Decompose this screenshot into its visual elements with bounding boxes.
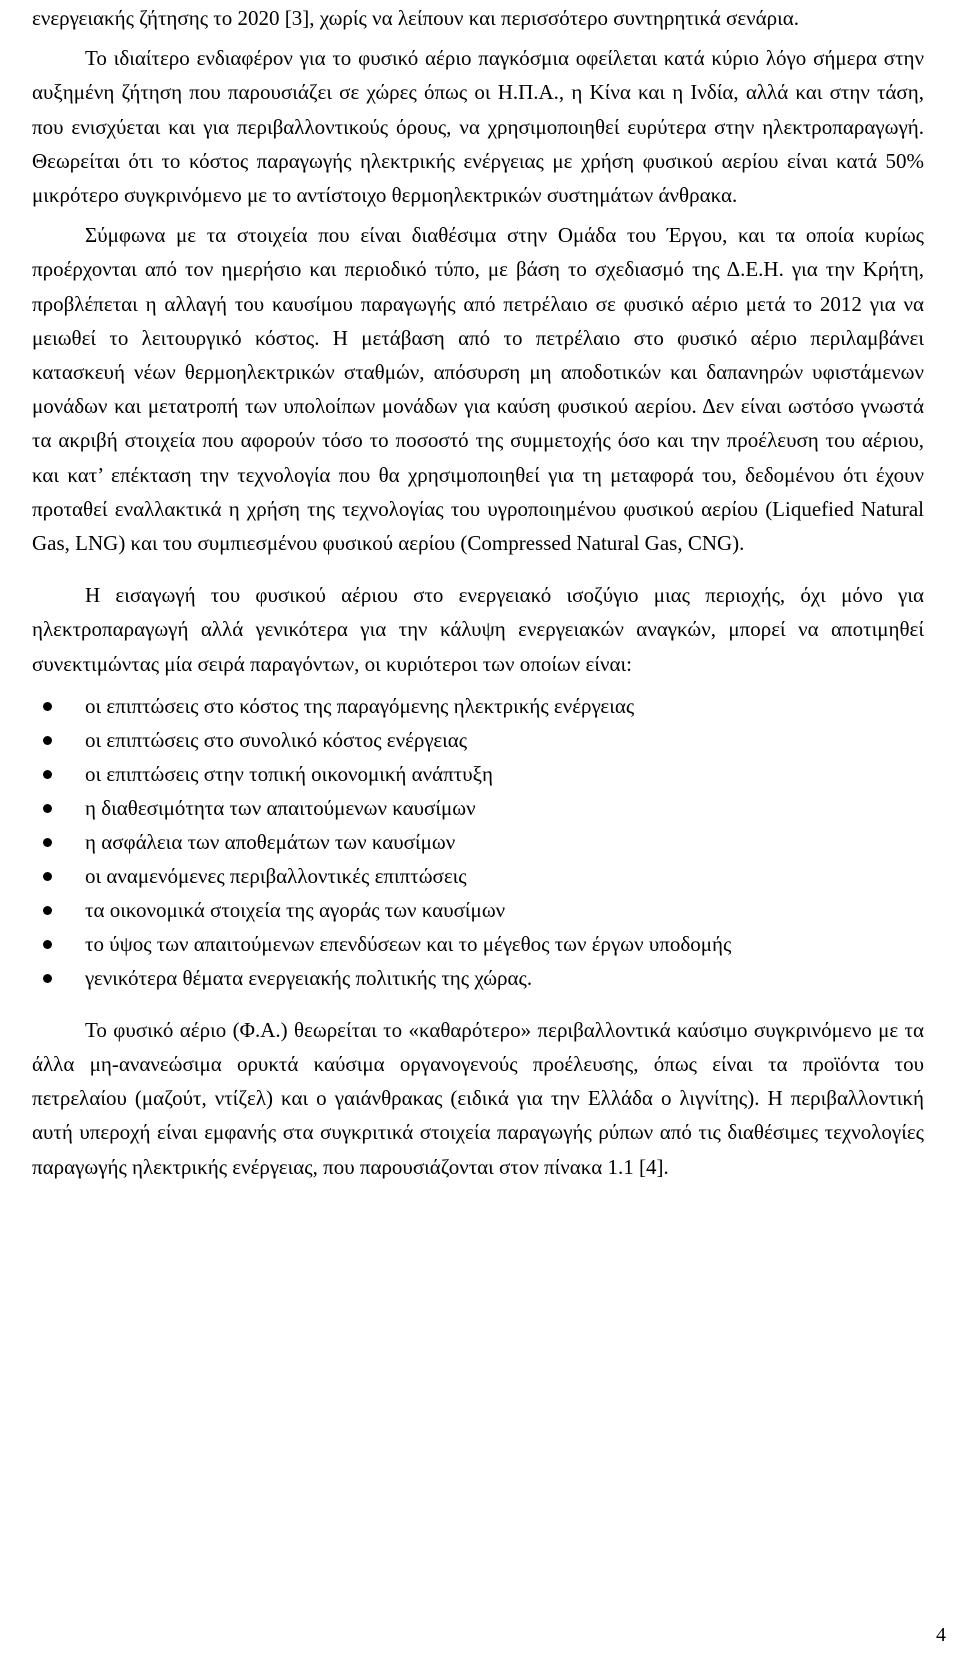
list-item-text: το ύψος των απαιτούμενων επενδύσεων και το μέγεθος των έργων υποδομής: [85, 931, 732, 956]
paragraph-crete-planning: Σύμφωνα με τα στοιχεία που είναι διαθέσιμα στην Ομάδα του Έργου, και τα οποία κυρίως προέρχονται από τον ημερήσιο και περιοδικό τύπο, με βάση το σχεδιασμό της Δ.Ε.Η. για την Κρήτη, προβλέπεται η αλλαγή του καυσίμου παραγωγής από πετρέλαιο σε φυσικό αέριο μετά το 2012 για να μειωθεί το λειτουργικό κόστος. Η μετάβαση από το πετρέλαιο στο φυσικό αέριο περιλαμβάνει κατασκευή νέων θερμοηλεκτρικών σταθμών, απόσυρση μη αποδοτικών και δαπανηρών υφιστάμενων μονάδων και μετατροπή των υπολοίπων μονάδων για καύση φυσικού αερίου. Δεν είναι ωστόσο γνωστά τα ακριβή στοιχεία που αφορούν τόσο το ποσοστό της συμμετοχής όσο και την προέλευση του αέριου, και κατ’ επέκταση την τεχνολογία που θα χρησιμοποιηθεί για τη μεταφορά του, δεδομένου ότι έχουν προταθεί εναλλακτικά η χρήση της τεχνολογίας του υγροποιημένου φυσικού αερίου (Liquefied Natural Gas, LNG) και του συμπιεσμένου φυσικού αερίου (Compressed Natural Gas, CNG).: [32, 223, 924, 556]
list-item-text: οι επιπτώσεις στο συνολικό κόστος ενέργειας: [85, 727, 468, 752]
bullet-icon: [43, 838, 52, 847]
paragraph-cleaner-fuel: Το φυσικό αέριο (Φ.Α.) θεωρείται το «καθαρότερο» περιβαλλοντικά καύσιμο συγκρινόμενο με τα άλλα μη-ανανεώσιμα ορυκτά καύσιμα οργανογενούς προέλευσης, όπως είναι τα προϊόντα του πετρελαίου (μαζούτ, ντίζελ) και ο γαιάνθρακας (ειδικά για την Ελλάδα ο λιγνίτης). Η περιβαλλοντική αυτή υπεροχή είναι εμφανής στα συγκριτικά στοιχεία παραγωγής ρύπων από τις διαθέσιμες τεχνολογίες παραγωγής ηλεκτρικής ενέργειας, που παρουσιάζονται στον πίνακα 1.1 [4].: [32, 1017, 924, 1179]
bullet-icon: [43, 974, 52, 983]
bullet-icon: [43, 872, 52, 881]
list-item: [32, 927, 924, 961]
list-item: [32, 893, 924, 927]
list-item-text: οι επιπτώσεις στο κόστος της παραγόμενης ηλεκτρικής ενέργειας: [85, 693, 635, 718]
bullet-icon: [43, 940, 52, 949]
bullet-icon: [43, 736, 52, 745]
list-item: [32, 723, 924, 757]
list-item: [32, 961, 924, 995]
page-number: 4: [936, 1624, 946, 1646]
list-item-text: η ασφάλεια των αποθεμάτων των καυσίμων: [85, 829, 456, 854]
list-item-text: οι αναμενόμενες περιβαλλοντικές επιπτώσεις: [85, 863, 467, 888]
paragraph-continuation: ενεργειακής ζήτησης το 2020 [3], χωρίς να λείπουν και περισσότερο συντηρητικά σενάρια.: [32, 6, 800, 30]
document-page: [32, 0, 924, 1184]
bullet-icon: [43, 906, 52, 915]
list-item: [32, 689, 924, 723]
list-item-text: γενικότερα θέματα ενεργειακής πολιτικής της χώρας.: [85, 965, 533, 990]
bullet-icon: [43, 804, 52, 813]
bullet-icon: [43, 770, 52, 779]
paragraph-natural-gas-interest: Το ιδιαίτερο ενδιαφέρον για το φυσικό αέριο παγκόσμια οφείλεται κατά κύριο λόγο σήμερα στην αυξημένη ζήτηση που παρουσιάζει σε χώρες όπως οι Η.Π.Α., η Κίνα και η Ινδία, αλλά και στην τάση, που ενισχύεται και για περιβαλλοντικούς όρους, να χρησιμοποιηθεί ευρύτερα στην ηλεκτροπαραγωγή. Θεωρείται ότι το κόστος παραγωγής ηλεκτρικής ενέργειας με χρήση φυσικού αερίου είναι κατά 50% μικρότερο συγκρινόμενο με το αντίστοιχο θερμοηλεκτρικών συστημάτων άνθρακα.: [32, 46, 924, 208]
list-item: [32, 859, 924, 893]
list-item-text: τα οικονομικά στοιχεία της αγοράς των καυσίμων: [85, 897, 506, 922]
paragraph-factors-intro: Η εισαγωγή του φυσικού αέριου στο ενεργειακό ισοζύγιο μιας περιοχής, όχι μόνο για ηλεκτροπαραγωγή αλλά γενικότερα για την κάλυψη ενεργειακών αναγκών, μπορεί να αποτιμηθεί συνεκτιμώντας μία σειρά παραγόντων, οι κυριότεροι των οποίων είναι:: [32, 583, 924, 676]
list-item: [32, 825, 924, 859]
bullet-icon: [43, 702, 52, 711]
list-item: [32, 791, 924, 825]
factors-list: [32, 689, 924, 995]
list-item-text: η διαθεσιμότητα των απαιτούμενων καυσίμων: [85, 795, 476, 820]
list-item-text: οι επιπτώσεις στην τοπική οικονομική ανάπτυξη: [85, 761, 493, 786]
list-item: [32, 757, 924, 791]
